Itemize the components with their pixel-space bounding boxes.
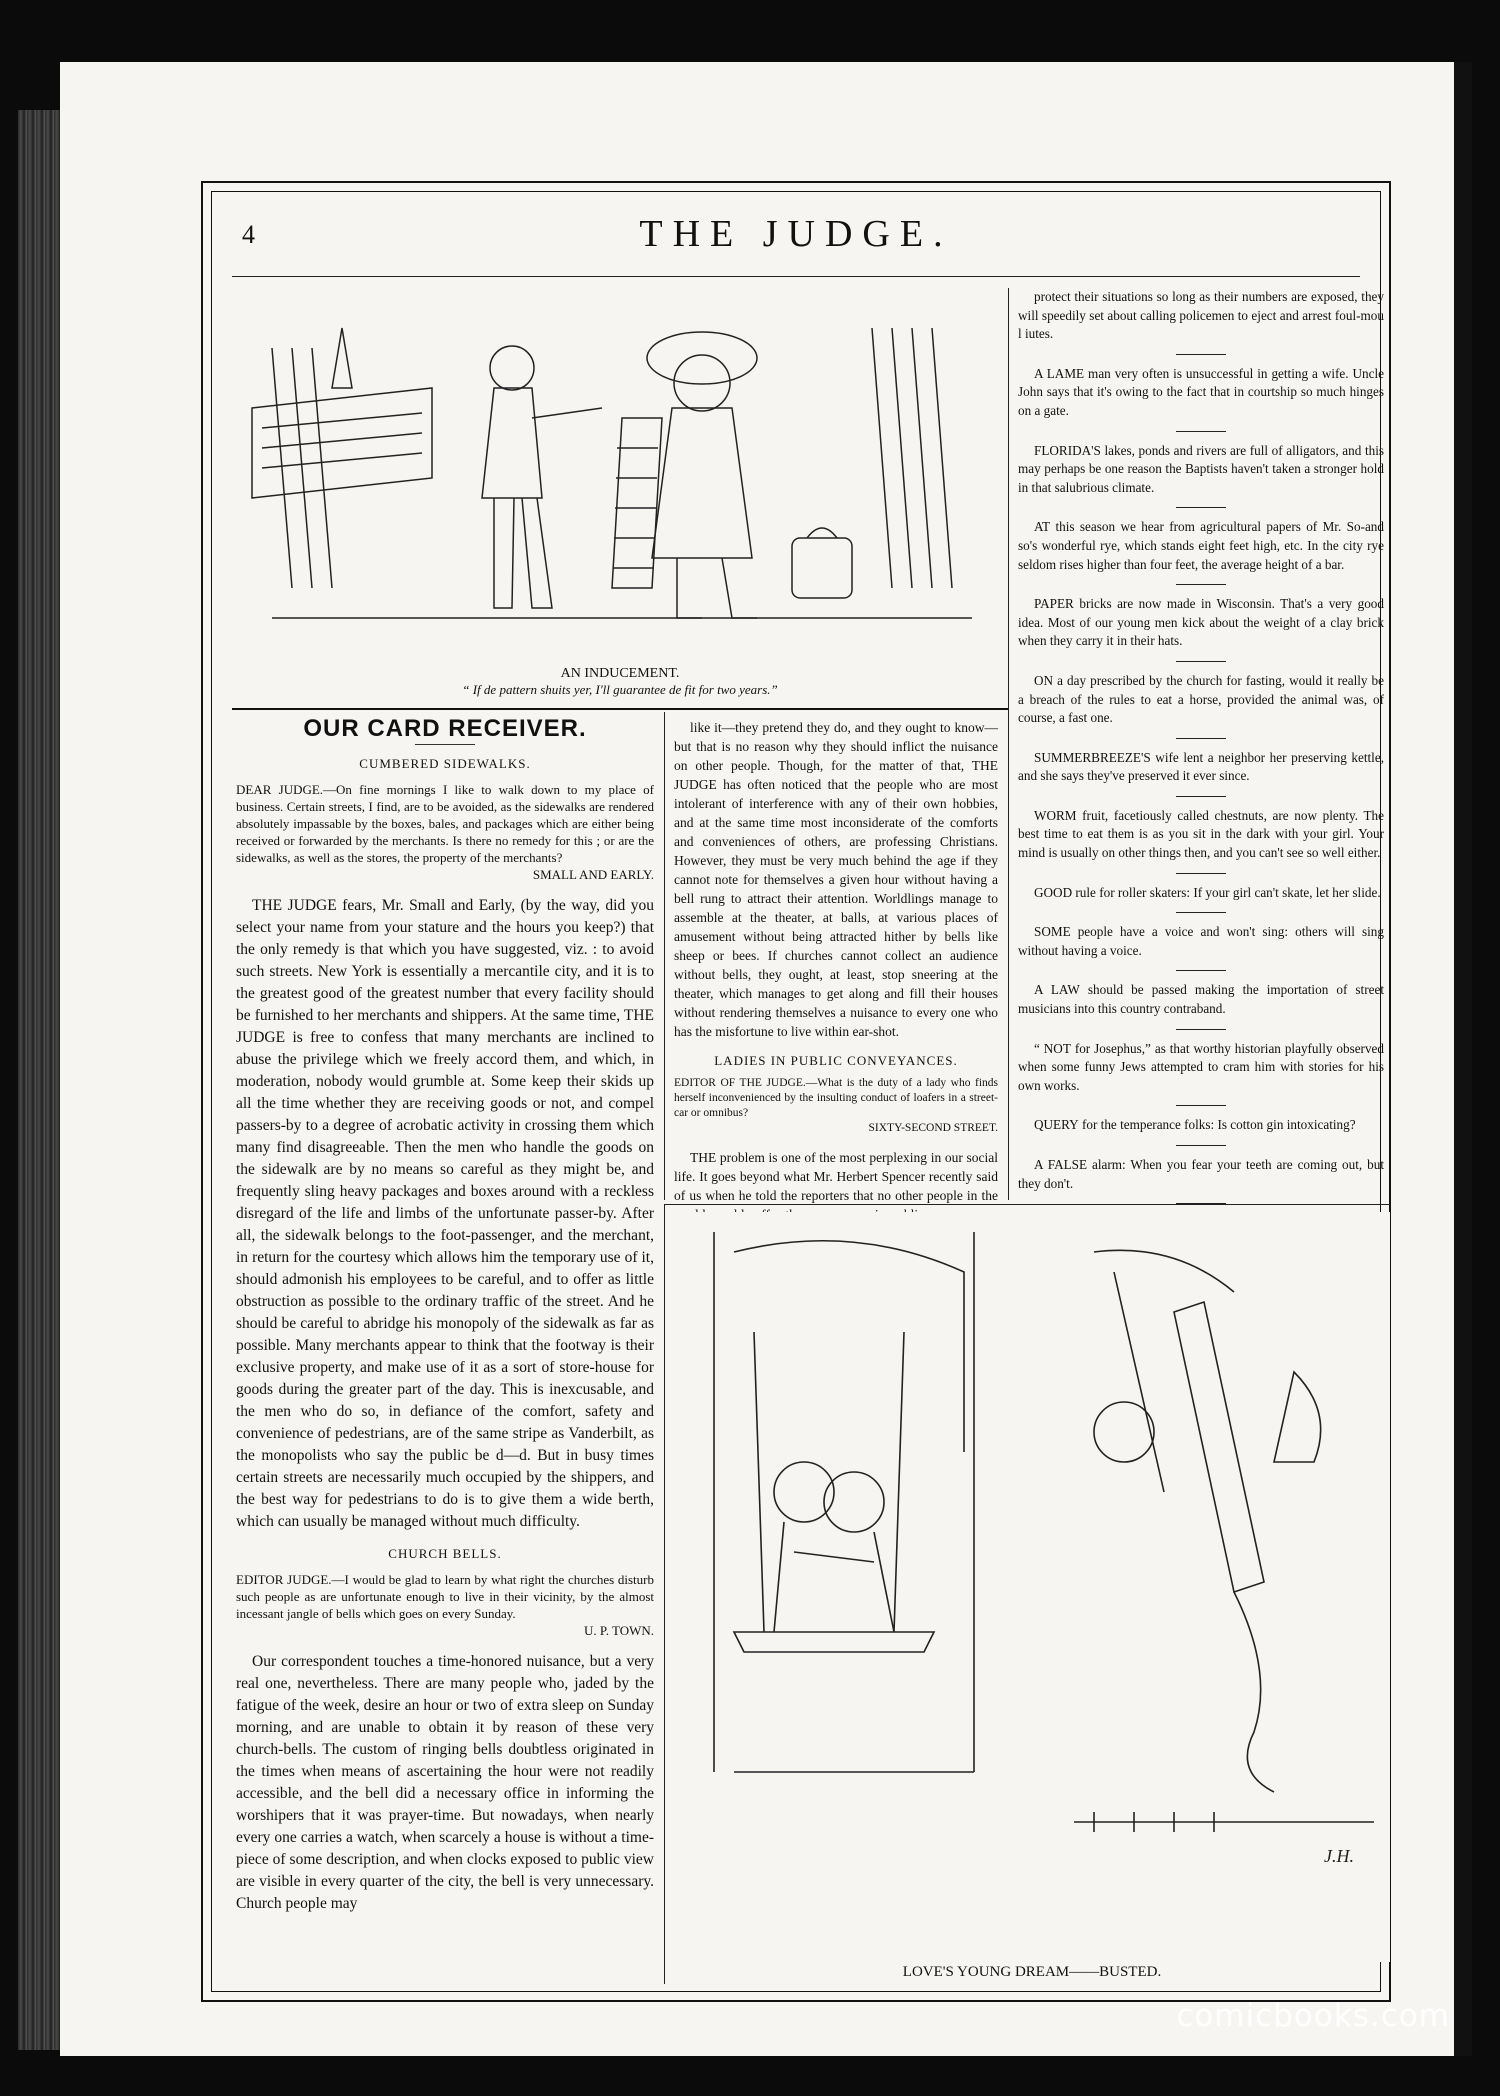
item-separator bbox=[1176, 796, 1226, 797]
masthead-title: THE JUDGE. bbox=[639, 213, 953, 255]
section-rule bbox=[232, 708, 1008, 710]
item-separator bbox=[1176, 1203, 1226, 1204]
page-frame bbox=[201, 181, 1391, 2002]
item-separator bbox=[1176, 1105, 1226, 1106]
bottom-illustration-caption: LOVE'S YOUNG DREAM——BUSTED. bbox=[902, 1964, 1162, 1980]
top-illustration bbox=[232, 288, 1008, 668]
column-rule-1 bbox=[664, 712, 665, 1200]
item-lead: ON bbox=[1034, 672, 1054, 688]
paragrapher-item bbox=[1018, 884, 1384, 903]
item-lead: SUMMERBREEZE'S bbox=[1034, 749, 1151, 765]
item-lead: A FALSE bbox=[1034, 1157, 1088, 1172]
paragrapher-item bbox=[1018, 1156, 1384, 1193]
item-separator bbox=[1176, 873, 1226, 874]
sidewalks-heading: CUMBERED SIDEWALKS. bbox=[359, 756, 531, 771]
sidewalks-signature: SMALL AND EARLY. bbox=[532, 867, 654, 882]
paragrapher-item bbox=[1018, 807, 1384, 863]
illustration-signature: J.H. bbox=[1324, 1846, 1354, 1866]
item-separator bbox=[1176, 507, 1226, 508]
middle-column bbox=[674, 718, 998, 1202]
paragrapher-item bbox=[1018, 442, 1384, 498]
item-lead: GOOD bbox=[1034, 884, 1073, 900]
newspaper-page bbox=[60, 62, 1472, 2056]
paragrapher-item bbox=[1018, 1040, 1384, 1096]
title-rule bbox=[415, 744, 475, 745]
paragrapher-item bbox=[1018, 365, 1384, 421]
item-separator bbox=[1176, 1145, 1226, 1146]
ladies-signature: SIXTY-SECOND STREET. bbox=[868, 1122, 998, 1134]
page-inner-border bbox=[211, 191, 1384, 1992]
right-column bbox=[1018, 288, 1384, 1200]
ladies-letter: EDITOR OF THE JUDGE.—What is the duty of a lady who finds herself inconvenienced by the insulting conduct of loafers in a street-car or omnibus? SIXTY-SECOND STREET. bbox=[674, 1077, 998, 1134]
left-column bbox=[236, 715, 654, 1988]
item-lead: A LAME bbox=[1034, 365, 1085, 381]
item-separator bbox=[1176, 912, 1226, 913]
item-lead: PAPER bbox=[1034, 596, 1074, 612]
item-text: should be passed making the importation of street musicians into this country contraband. bbox=[1018, 982, 1384, 1017]
top-illustration-caption bbox=[232, 666, 1008, 699]
item-separator bbox=[1176, 661, 1226, 662]
item-separator bbox=[1176, 738, 1226, 739]
watermark-text: comicbooks.com bbox=[1176, 1998, 1450, 2034]
item-text: for the temperance folks: Is cotton gin intoxicating? bbox=[1078, 1117, 1356, 1133]
ladies-continued: protect their situations so long as their numbers are exposed, they will speedily set about calling policemen to eject and arrest foul-mou l iutes. bbox=[1018, 289, 1384, 342]
item-separator bbox=[1176, 354, 1226, 355]
item-text: this season we hear from agricultural papers of Mr. So-and so's wonderful rye, which stands eight feet high, etc. In the city rye seldom rises higher than four feet, the average height of a bar. bbox=[1018, 519, 1384, 572]
masthead-rule bbox=[232, 276, 1360, 277]
paragrapher-item bbox=[1018, 923, 1384, 960]
paragrapher-item bbox=[1018, 981, 1384, 1018]
church-bells-letter: EDITOR JUDGE.—I would be glad to learn by what right the churches disturb such people as are unfortunate enough to live in their vicinity, by the almost incessant jangle of bells which goes on every Sunday. U. P. TOWN. bbox=[236, 1572, 654, 1638]
paragrapher-item bbox=[1018, 749, 1384, 786]
item-text: rule for roller skaters: If your girl can't skate, let her slide. bbox=[1072, 884, 1381, 900]
item-text: lakes, ponds and rivers are full of alligators, and this may perhaps be one reason the Baptists haven't taken a stronger hold in that salubrious climate. bbox=[1018, 442, 1384, 495]
item-lead: “ NOT bbox=[1034, 1040, 1071, 1056]
item-lead: WORM bbox=[1034, 807, 1077, 823]
column-rule-lower bbox=[664, 1204, 665, 1984]
item-lead: QUERY bbox=[1034, 1117, 1079, 1133]
ladies-heading: LADIES IN PUBLIC CONVEYANCES. bbox=[714, 1053, 958, 1068]
church-bells-heading: CHURCH BELLS. bbox=[388, 1546, 502, 1561]
ladies-reply: THE problem is one of the most perplexing in our social life. It goes beyond what Mr. Herbert Spencer recently said of us when he told the reporters that no other people in the bbox=[674, 1150, 998, 1203]
item-separator bbox=[1176, 1029, 1226, 1030]
church-bells-signature: U. P. TOWN. bbox=[584, 1623, 654, 1638]
column-rule-2 bbox=[1008, 288, 1009, 1200]
item-text: man very often is unsuccessful in getting a wife. Uncle John says that it's owing to the fact that in courtship so much hinges on a gate. bbox=[1018, 365, 1384, 418]
item-text: fruit, facetiously called chestnuts, are now plenty. The best time to eat them is as you sit in the dark with your girl. Your mind is usually on other things then, and you can't see so well either. bbox=[1018, 807, 1384, 861]
paragrapher-item bbox=[1018, 1116, 1384, 1135]
item-text: wife lent a neighbor her preserving kettle, and she says they've preserved it ever since. bbox=[1018, 749, 1384, 784]
sidewalks-letter: DEAR JUDGE.—On fine mornings I like to walk down to my place of business. Certain streets, I find, are to be avoided, as the sidewalks are rendered absolutely impassable by the boxes, bales, and packages which are either being received or forwarded by the merchants. Is there no remedy for this ; or are the sidewalks, as well as the stores, the property of the merchants? SMALL AND EARLY. bbox=[236, 782, 654, 882]
item-text: people have a voice and won't sing: others will sing without having a voice. bbox=[1018, 924, 1384, 958]
book-spine-edge bbox=[18, 110, 60, 2050]
item-text: a day prescribed by the church for fasting, would it really be a breach of the rules to eat a horse, provided the animal was, of course, a fast one. bbox=[1018, 672, 1384, 726]
paragrapher-item bbox=[1018, 518, 1384, 574]
paragrapher-item bbox=[1018, 595, 1384, 651]
top-illustration-quote: “ If de pattern shuits yer, I'll guarantee de fit for two years.” bbox=[462, 682, 778, 697]
item-lead: A LAW bbox=[1034, 982, 1080, 998]
item-lead: SOME bbox=[1034, 924, 1071, 940]
page-number: 4 bbox=[242, 220, 255, 249]
church-bells-reply: Our correspondent touches a time-honored nuisance, but a very real one, nevertheless. There are many people who, jaded by the fatigue of the week, desire an hour or two of extra sleep on Sunday morning, and are unable to obtain it by reason of these very church-bells. The custom of ringing bells doubtless originated in the times when means of ascertaining the hour were not readily accessible, and the bell did a necessary office in informing the worshipers that it was prayer-time. But nowadays, when nearly every one carries a watch, when scarcely a house is without a time-piece of some description, and when clocks exposed to public view are visible in every quarter of the city, the bell is very unnecessary. Church people may bbox=[236, 1653, 654, 1912]
sidewalks-reply: THE JUDGE fears, Mr. Small and Early, (by the way, did you select your name from your stature and the hours you keep?) that the only remedy is that which you have suggested, viz. : to avoid such streets. New York is essentially a mercantile city, and it is to the greatest good of the greatest number that every facility should be furnished to her merchants and shippers. At the same time, THE JUDGE is free to confess that many merchants are inclined to abuse the privilege which we freely accord them, and which, in moderation, nobody would grumble at. Some keep their skids up all the time whether they are receiving goods or not, and compel passers-by to a degree of acrobatic activity in crossing them which many find disagreeable. Then the men who handle the goods on the sidewalk are by no means so careful as they might be, and frequently sling heavy packages and boxes around with a reckless disregard of the life and limbs of the unfortunate passer-by. After all, the sidewalk belongs to the foot-passenger, and the merchant, in return for the courtesy which allows him the temporary use of it, should admonish his employees to be careful, and to offer as little obstruction as possible to the ordinary traffic of the street. And he should be careful to abridge his monopoly of the sidewalk as far as possible. Many merchants appear to think that the footway is their exclusive property, and make use of it as a sort of store-house for goods during the greater part of the day. This is inexcusable, and the men who do so, in defiance of the comfort, safety and convenience of pedestrians, are of the same stripe as Vanderbilt, as the monopolists who say the public be d—d. But in busy times certain streets are necessarily much occupied by the shippers, and the best way for pedestrians to do is to give them a wide berth, which can usually be managed without much difficulty. bbox=[236, 897, 654, 1530]
bottom-illustration bbox=[674, 1212, 1390, 1962]
item-text: alarm: When you fear your teeth are coming out, but they don't. bbox=[1018, 1157, 1384, 1191]
paragrapher-item bbox=[1018, 672, 1384, 728]
right-page-edge bbox=[1454, 62, 1472, 2056]
top-illustration-title: AN INDUCEMENT. bbox=[560, 666, 680, 681]
item-lead: FLORIDA'S bbox=[1034, 442, 1101, 458]
item-separator bbox=[1176, 970, 1226, 971]
item-separator bbox=[1176, 584, 1226, 585]
church-bells-continued: like it—they pretend they do, and they ought to know—but that is no reason why they should inflict the nuisance on other people. Though, for the matter of that, THE JUDGE has often noticed that the people who are most intolerant of interference with any of their own hobbies, and at the same time most inconsiderate of the comforts and conveniences of others, are professing Christians. However, they must be very much behind the age if they cannot note for themselves a given hour without having a bell rung to attract their attention. Worldlings manage to assemble at the theater, at balls, at various places of amusement without being attracted hither by bells like sheep or bees. If churches cannot collect an audience without bells, they ought, at least, stop sneering at the theater, which manages to get along and fill their houses without rendering themselves a nuisance to every one who has the misfortune to live within ear-shot. bbox=[674, 720, 998, 1039]
item-text: for Josephus,” as that worthy historian playfully observed when some funny Jews attempted to cram him with stories for his own works. bbox=[1018, 1040, 1384, 1093]
item-text: bricks are now made in Wisconsin. That's a very good idea. Most of our young men kick about the weight of a clay brick when they carry it in their hats. bbox=[1018, 596, 1384, 649]
card-receiver-title: OUR CARD RECEIVER. bbox=[303, 715, 587, 742]
item-lead: AT bbox=[1034, 519, 1051, 535]
item-separator bbox=[1176, 431, 1226, 432]
